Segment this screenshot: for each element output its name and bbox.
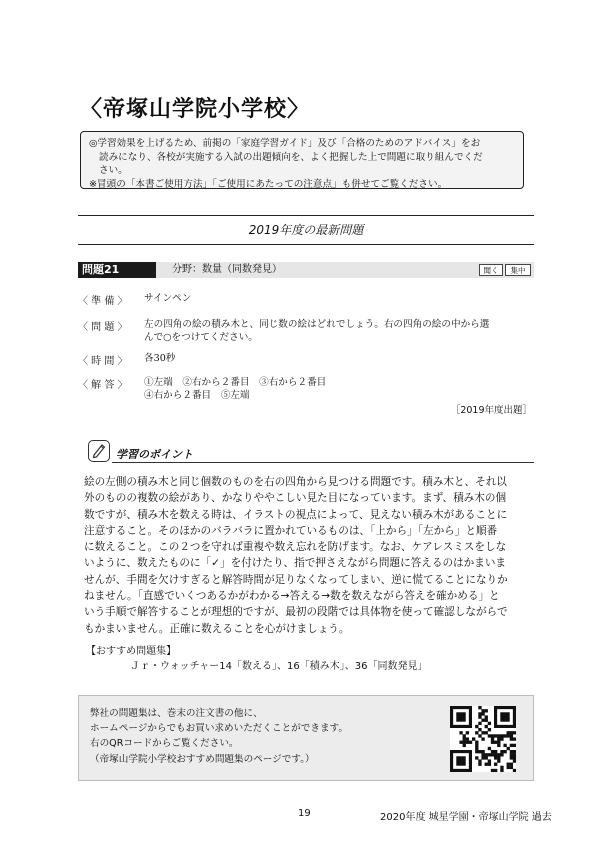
point-line: 注意すること。そのほかのバラバラに置かれているものは、「上から」「左から」と順番 — [84, 524, 498, 537]
prep-label: 〈 準 備 〉 — [78, 296, 128, 307]
qr-code-icon[interactable] — [450, 706, 516, 772]
recommend-title: 【おすすめ問題集】 — [86, 646, 177, 657]
point-line: いう手順で解答することが理想的ですが、最初の段階では具体物を使って確認しながらで — [84, 606, 508, 619]
point-divider — [112, 462, 534, 463]
page-title: 〈帝塚山学院小学校〉 — [80, 97, 311, 122]
footer-title: 2020年度 城星学園・帝塚山学院 過去 — [380, 812, 552, 823]
recommend-item: Ｊｒ・ウォッチャー14「数える」、16「積み木」、36「同数発見」 — [130, 661, 428, 672]
point-body — [84, 474, 532, 637]
shop-line: 右のQRコードからご覧ください。 — [90, 738, 239, 750]
question-line: んで○をつけてください。 — [144, 332, 258, 343]
tag-focus: 集中 — [505, 264, 531, 276]
notice-line: ※冒頭の「本書ご使用方法」「ご使用にあたっての注意点」も併せてご覧ください。 — [89, 178, 448, 190]
point-line: もかまいません。正確に数えることを心がけましょう。 — [84, 622, 350, 635]
point-title: 学習のポイント — [116, 448, 193, 461]
time-value: 各30秒 — [144, 353, 176, 364]
problem-field: 分野：数量（同数発見） — [172, 264, 282, 275]
shop-line: ホームページからでもお買い求めいただくことができます。 — [90, 723, 348, 735]
year-note: ［2019年度出題］ — [450, 405, 532, 416]
notice-line: 読みになり、各校が実施する入試の出題傾向を、よく把握した上で問題に取り組んでくだ — [99, 151, 483, 163]
answer-line: ①左端 ②右から２番目 ③右から２番目 — [144, 377, 327, 388]
question-label: 〈 問 題 〉 — [78, 322, 128, 333]
question-line: 左の四角の絵の積み木と、同じ数の絵はどれでしょう。右の四角の絵の中から選 — [144, 319, 490, 330]
answer-label: 〈 解 答 〉 — [78, 380, 128, 391]
point-line: ねません。「直感でいくつあるかがわかる→答える→数を数えながら答えを確かめる」と — [84, 590, 500, 603]
section-heading — [78, 215, 534, 245]
shop-line: 弊社の問題集は、巻末の注文書の他に、 — [90, 708, 263, 719]
time-label: 〈 時 間 〉 — [78, 356, 128, 367]
shop-text — [90, 706, 348, 767]
section-heading-text: 2019年度の最新問題 — [248, 223, 364, 237]
shop-line: （帝塚山学院小学校おすすめ問題集のページです。） — [90, 753, 315, 765]
pencil-icon — [88, 440, 110, 462]
answer-line: ④右から２番目 ⑤左端 — [144, 390, 250, 401]
page-number: 19 — [298, 808, 311, 819]
problem-label: 問題21 — [78, 262, 156, 278]
point-line: 絵の左側の積み木と同じ個数のものを右の四角から見つける問題です。積み木と、それ以 — [84, 476, 507, 488]
point-line: 外のものの複数の絵があり、かなりややこしい見た目になっています。まず、積み木の個 — [84, 492, 507, 505]
notice-line: ◎学習効果を上げるため、前掲の「家庭学習ガイド」及び「合格のためのアドバイス」をお — [89, 138, 481, 149]
notice-line: さい。 — [99, 165, 128, 177]
point-line: せんが、手間を欠けすぎると解答時間が足りなくなってしまい、逆に慌てることになりか — [84, 573, 508, 586]
point-line: いように、数えたものに「✓」を付けたり、指で押さえながら問題に答えるのはかまいま — [84, 557, 507, 570]
point-line: に数えること。この２つを守れば重複や数え忘れを防げます。なお、ケアレスミスをしな — [84, 541, 507, 554]
tag-listen: 聞く — [479, 264, 503, 276]
point-line: 数ですが、積み木を数える時は、イラストの視点によって、見えない積み木があることに — [84, 508, 508, 521]
notice-box — [80, 131, 524, 189]
prep-value: サインペン — [144, 293, 192, 304]
